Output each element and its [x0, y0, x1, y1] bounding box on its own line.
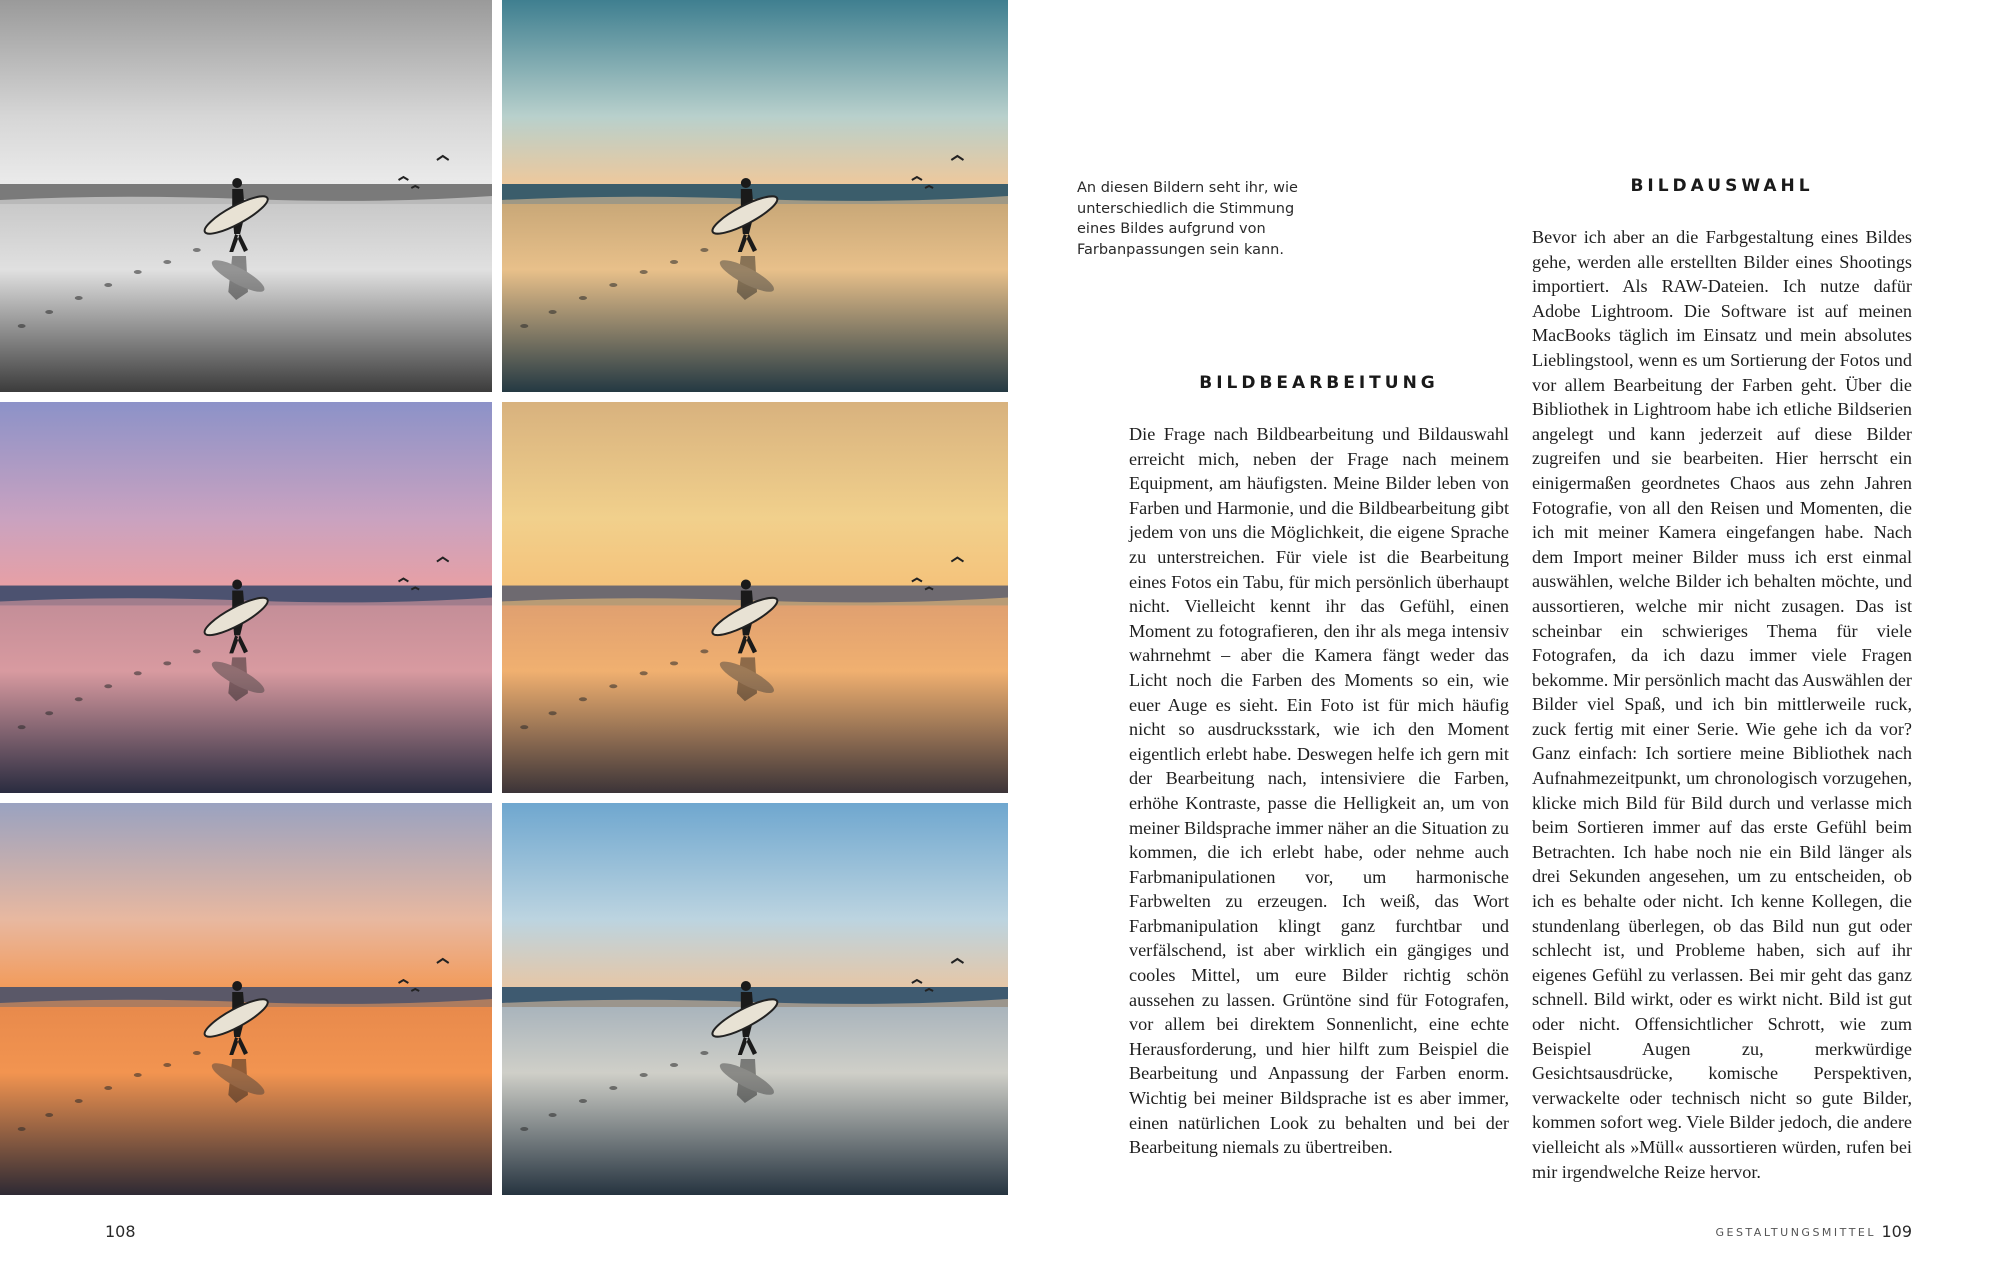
sky [502, 803, 1008, 991]
sky [0, 803, 492, 991]
photo-canvas [502, 803, 1008, 1195]
running-head: GESTALTUNGSMITTEL [1715, 1226, 1876, 1239]
page-number-right: 109 [1881, 1222, 1912, 1241]
photo-canvas [0, 402, 492, 793]
page-number-left: 108 [105, 1222, 136, 1241]
photo-golden [502, 402, 1008, 793]
sky [502, 402, 1008, 590]
section-heading-bildauswahl: BILDAUSWAHL [1630, 176, 1814, 196]
photo-teal [502, 0, 1008, 392]
photo-bw [0, 0, 492, 392]
photo-blue [502, 803, 1008, 1195]
body-text-bildauswahl: Bevor ich aber an die Farbgestaltung eines Bildes gehe, werden alle erstellten Bilder eines Shootings importiert. Als RAW-Dateien. Ich nutze dafür Adobe Lightroom. Die Software ist auf meinen MacBooks täglich im Einsatz und mein absolutes Lieblingstool, wenn es um Sortierung der Fotos und vor allem Bearbeitung der Farben geht. Über die Bibliothek in Lightroom habe ich etliche Bildserien angelegt und kann jederzeit auf diese Bilder zugreifen und sie bearbeiten. Hier herrscht ein einigermaßen geordnetes Chaos aus zehn Jahren Fotografie, von all den Reisen und Momenten, die ich mit meiner Kamera eingefangen habe. Nach dem Import meiner Bilder muss ich erst einmal auswählen, welche Bilder ich behalten möchte, und aussortieren, welche mir nicht zusagen. Das ist scheinbar ein schwieriges Thema für viele Fotografen, da ich dazu immer viele Fragen bekomme. Mir persönlich macht das Auswählen der Bilder viel Spaß, und ich bin mittlerweile ruck, zuck fertig mit einer Serie. Wie gehe ich da vor? Ganz einfach: Ich sortiere meine Bibliothek nach Aufnahmezeitpunkt, um chronologisch vorzugehen, klicke mich Bild für Bild durch und verlasse mich beim Sortieren immer auf das erste Gefühl beim Betrachten. Ich habe noch nie ein Bild länger als drei Sekunden angesehen, um zu entscheiden, ob ich es behalte oder nicht. Ich kenne Kollegen, die stundenlang überlegen, ob das Bild nun gut oder schlecht ist, und Probleme haben, sich auf ihr eigenes Gefühl zu verlassen. Bei mir geht das ganz schnell. Bild wirkt, oder es wirkt nicht. Bild ist gut oder nicht. Offensichtlicher Schrott, wie zum Beispiel Augen zu, merkwürdige Gesichtsausdrücke, komische Perspektiven, verwackelte oder technisch nicht so gute Bilder, kommen sofort weg. Viele Bilder jedoch, die andere vielleicht als »Müll« aussortieren würden, rufen bei mir irgendwelche Reize hervor. [1532, 227, 1912, 1182]
wet-sand [0, 204, 492, 392]
body-text-bildbearbeitung: Die Frage nach Bildbearbeitung und Bildauswahl erreicht mich, neben der Frage nach meinem Equipment, am häufigsten. Meine Bilder leben von Farben und Harmonie, und die Bildbearbeitung gibt jedem von uns die Möglichkeit, die eigene Sprache zu unterstreichen. Für viele ist die Bearbeitung eines Fotos ein Tabu, für mich persönlich überhaupt nicht. Vielleicht kennt ihr das Gefühl, einen Moment zu fotografieren, den ihr als mega intensiv wahrnehmt – aber die Kamera fängt weder das Licht noch die Farben des Moments so ein, wie euer Auge es sieht. Ein Foto ist für mich häufig nicht so ausdrucksstark, wie ich den Moment eigentlich erlebt habe. Deswegen helfe ich gern mit der Bearbeitung nach, intensiviere die Farben, erhöhe Kontraste, passe die Helligkeit an, um von meiner Bildsprache immer näher an die Situation zu kommen, die ich erlebt habe, oder nehme auch Farbmanipulationen vor, um harmonische Farbwelten zu erzeugen. Ich weiß, das Wort Farbmanipulation klingt ganz furchtbar und verfälschend, ist aber wirklich ein gängiges und cooles Mittel, um eure Bilder richtig schön aussehen zu lassen. Grüntöne sind für Fotografen, vor allem bei direktem Sonnenlicht, eine echte Herausforderung, und hier hilft zum Beispiel die Bearbeitung und Anpassung der Farben enorm. Wichtig bei meiner Bildsprache ist es aber immer, einen natürlichen Look zu behalten und bei der Bearbeitung niemals zu übertreiben. [1129, 424, 1509, 1158]
photo-canvas [0, 0, 492, 392]
wet-sand [502, 1007, 1008, 1195]
photo-canvas [502, 0, 1008, 392]
sky [0, 402, 492, 590]
wet-sand [0, 605, 492, 793]
photo-canvas [0, 803, 492, 1195]
photo-canvas [502, 402, 1008, 793]
wet-sand [502, 605, 1008, 793]
sky [0, 0, 492, 188]
wet-sand [502, 204, 1008, 392]
section-heading-bildbearbeitung: BILDBEARBEITUNG [1199, 373, 1439, 393]
sky [502, 0, 1008, 188]
wet-sand [0, 1007, 492, 1195]
photo-violet [0, 402, 492, 793]
photo-caption: An diesen Bildern seht ihr, wie unterschiedlich die Stimmung eines Bildes aufgrund von Farbanpassungen sein kann. [1077, 180, 1298, 258]
photo-orange [0, 803, 492, 1195]
